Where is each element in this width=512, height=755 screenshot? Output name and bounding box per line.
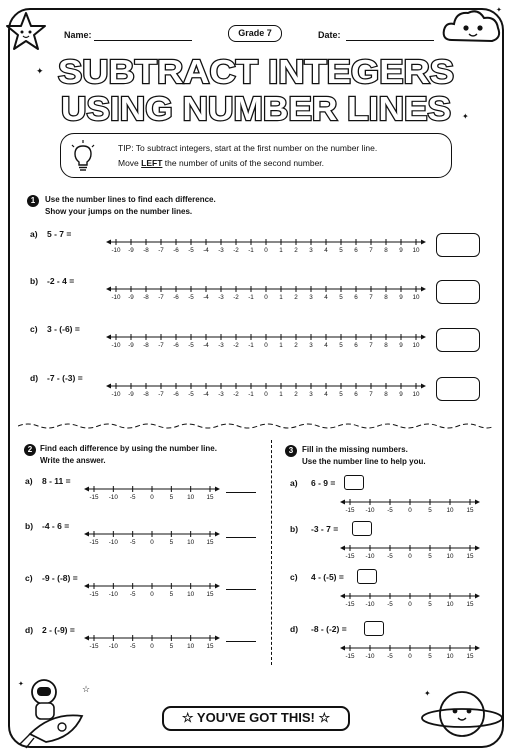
svg-text:✦: ✦ [496, 7, 502, 14]
page-title [30, 50, 482, 126]
missing-number-box[interactable] [364, 621, 384, 636]
lightbulb-icon [70, 140, 96, 172]
number-line[interactable] [340, 591, 480, 607]
title-line-2: USING NUMBER LINES [61, 90, 451, 126]
arrow-right-icon [475, 646, 480, 651]
tick-label: -15 [89, 591, 99, 597]
answer-box[interactable] [436, 377, 480, 401]
tick-label: -10 [108, 591, 118, 597]
answer-box[interactable] [436, 233, 480, 257]
tick-label: -8 [143, 247, 149, 253]
tick-label: -15 [89, 643, 99, 649]
tick-label: 3 [309, 294, 313, 300]
sparkle-icon: ✦ [462, 112, 469, 121]
arrow-left-icon [340, 594, 345, 599]
footer-text: YOU'VE GOT THIS! [196, 710, 315, 725]
planet-mascot-icon [418, 680, 506, 746]
tick-label: 6 [354, 342, 358, 348]
missing-number-box[interactable] [344, 475, 364, 490]
tick-label: 10 [412, 294, 420, 300]
sparkle-icon: ✦ [36, 66, 44, 76]
tick-label: -5 [129, 643, 136, 649]
tick-label: 5 [428, 553, 432, 559]
tick-label: 15 [206, 591, 214, 597]
tick-label: -8 [143, 391, 149, 397]
tick-label: -4 [203, 391, 209, 397]
answer-box[interactable] [436, 280, 480, 304]
tick-label: -10 [365, 653, 375, 659]
tick-label: 15 [206, 643, 214, 649]
problem-label: b) [30, 276, 39, 286]
star-icon: ☆ [314, 710, 331, 725]
tick-label: -9 [128, 391, 134, 397]
tick-label: -7 [158, 342, 164, 348]
tick-label: 9 [399, 342, 403, 348]
arrow-left-icon [340, 500, 345, 505]
tick-label: -10 [365, 601, 375, 607]
tick-label: -5 [129, 591, 136, 597]
arrow-left-icon [84, 636, 89, 641]
number-line[interactable] [106, 284, 426, 300]
tick-label: -4 [203, 247, 209, 253]
problem-expression: -8 - (-2) = [311, 624, 347, 634]
tick-label: -1 [248, 294, 254, 300]
cloud-mascot-icon [440, 4, 504, 52]
tick-label: -15 [345, 653, 355, 659]
problem-expression: 8 - 11 = [42, 476, 71, 486]
tick-label: -5 [387, 601, 393, 607]
problem-expression: 2 - (-9) = [42, 625, 75, 635]
tick-label: 15 [466, 507, 474, 513]
tick-label: 10 [446, 507, 454, 513]
arrow-left-icon [106, 240, 111, 245]
tick-label: -15 [345, 601, 355, 607]
tick-label: -5 [188, 342, 194, 348]
number-line[interactable] [106, 237, 426, 253]
tick-label: -4 [203, 342, 209, 348]
tick-label: 3 [309, 247, 313, 253]
tick-label: -3 [218, 247, 224, 253]
arrow-right-icon [215, 532, 220, 537]
tick-label: 15 [206, 494, 214, 500]
problem-label: d) [25, 625, 34, 635]
tick-label: 6 [354, 391, 358, 397]
tick-label: 5 [339, 294, 343, 300]
section-1-number: 1 [27, 195, 39, 207]
arrow-right-icon [475, 594, 480, 599]
tick-label: -2 [233, 294, 239, 300]
name-field[interactable] [94, 40, 192, 41]
tick-label: 1 [279, 391, 283, 397]
tick-label: 2 [294, 391, 298, 397]
tick-label: 10 [187, 643, 195, 649]
tick-label: 10 [187, 539, 195, 545]
tick-label: 1 [279, 342, 283, 348]
number-line[interactable] [340, 643, 480, 659]
tick-label: 5 [169, 643, 174, 649]
section-2-instructions: Find each difference by using the number line. Write the answer. [40, 444, 217, 465]
tick-label: 0 [264, 391, 268, 397]
tick-label: -10 [108, 643, 118, 649]
tick-label: 15 [466, 653, 474, 659]
column-divider [271, 440, 272, 665]
section-3-instructions: Fill in the missing numbers. Use the number line to help you. [302, 445, 426, 466]
number-line[interactable] [84, 484, 220, 500]
answer-line[interactable] [226, 589, 256, 590]
problem-expression: -2 - 4 = [47, 276, 75, 286]
tick-label: 10 [187, 591, 195, 597]
problem-expression: 5 - 7 = [47, 229, 72, 239]
tick-label: 10 [412, 342, 420, 348]
problem-label: c) [30, 324, 38, 334]
problem-expression: -7 - (-3) = [47, 373, 83, 383]
tick-label: 4 [324, 294, 328, 300]
tick-label: -5 [188, 247, 194, 253]
problem-label: c) [25, 573, 33, 583]
tick-label: 2 [294, 342, 298, 348]
tick-label: 6 [354, 247, 358, 253]
tick-label: -7 [158, 247, 164, 253]
tick-label: -1 [248, 247, 254, 253]
arrow-right-icon [215, 584, 220, 589]
tick-label: 3 [309, 391, 313, 397]
tick-label: -4 [203, 294, 209, 300]
tick-label: -3 [218, 391, 224, 397]
tick-label: -15 [345, 507, 355, 513]
arrow-left-icon [106, 335, 111, 340]
missing-number-box[interactable] [357, 569, 377, 584]
tick-label: 10 [446, 601, 454, 607]
tip-line-2: Move LEFT the number of units of the second number. [118, 158, 325, 168]
section-1-instructions: Use the number lines to find each difference. Show your jumps on the number lines. [45, 195, 216, 216]
tick-label: 0 [264, 247, 268, 253]
arrow-left-icon [84, 584, 89, 589]
tick-label: -2 [233, 391, 239, 397]
tick-label: -10 [108, 494, 118, 500]
tick-label: 5 [339, 342, 343, 348]
date-field[interactable] [346, 40, 434, 41]
tick-label: -10 [365, 553, 375, 559]
section-2-number: 2 [24, 444, 36, 456]
arrow-right-icon [215, 487, 220, 492]
title-line-1: SUBTRACT INTEGERS [58, 53, 454, 90]
number-line[interactable] [84, 529, 220, 545]
problem-expression: -3 - 7 = [311, 524, 339, 534]
tick-label: 2 [294, 294, 298, 300]
tick-label: 7 [369, 391, 373, 397]
tick-label: -3 [218, 342, 224, 348]
problem-label: d) [290, 624, 299, 634]
number-line[interactable] [340, 543, 480, 559]
section-3-number: 3 [285, 445, 297, 457]
star-icon: ☆ [181, 710, 197, 725]
arrow-left-icon [106, 384, 111, 389]
arrow-right-icon [421, 287, 426, 292]
tick-label: 10 [412, 247, 420, 253]
tick-label: 15 [466, 601, 474, 607]
tick-label: -1 [248, 342, 254, 348]
arrow-right-icon [475, 500, 480, 505]
tick-label: -5 [129, 539, 136, 545]
tick-label: 0 [408, 653, 412, 659]
arrow-left-icon [340, 546, 345, 551]
tick-label: -5 [387, 653, 393, 659]
tick-label: 10 [412, 391, 420, 397]
tick-label: -5 [387, 553, 393, 559]
tick-label: 0 [150, 494, 154, 500]
tick-label: 10 [446, 653, 454, 659]
tick-label: 9 [399, 247, 403, 253]
tick-label: 4 [324, 247, 328, 253]
tick-label: 8 [384, 294, 388, 300]
problem-expression: 4 - (-5) = [311, 572, 344, 582]
answer-line[interactable] [226, 641, 256, 642]
tick-label: 5 [169, 539, 174, 545]
tick-label: 1 [279, 294, 283, 300]
tick-label: 5 [428, 601, 432, 607]
tick-label: 8 [384, 247, 388, 253]
problem-label: b) [25, 521, 34, 531]
tick-label: 5 [428, 507, 432, 513]
tick-label: 7 [369, 342, 373, 348]
tick-label: 5 [428, 653, 432, 659]
tick-label: 0 [264, 342, 268, 348]
tick-label: 8 [384, 391, 388, 397]
tick-label: -5 [387, 507, 393, 513]
tick-label: 8 [384, 342, 388, 348]
tick-label: 0 [408, 507, 412, 513]
problem-label: a) [30, 229, 38, 239]
star-mascot-icon [4, 10, 48, 52]
tick-label: -9 [128, 342, 134, 348]
tick-label: -15 [89, 539, 99, 545]
number-line[interactable] [106, 332, 426, 348]
tick-label: -2 [233, 247, 239, 253]
tick-label: -10 [108, 539, 118, 545]
problem-expression: -9 - (-8) = [42, 573, 78, 583]
tick-label: 5 [169, 494, 174, 500]
tick-label: -9 [128, 294, 134, 300]
name-label: Name: [64, 30, 92, 40]
problem-expression: -4 - 6 = [42, 521, 70, 531]
arrow-right-icon [421, 240, 426, 245]
number-line[interactable] [340, 497, 480, 513]
tick-label: -7 [158, 391, 164, 397]
svg-text:✦: ✦ [424, 689, 431, 698]
problem-label: a) [25, 476, 33, 486]
tick-label: -10 [365, 507, 375, 513]
arrow-left-icon [84, 532, 89, 537]
number-line[interactable] [106, 381, 426, 397]
tick-label: -7 [158, 294, 164, 300]
problem-label: a) [290, 478, 298, 488]
arrow-left-icon [340, 646, 345, 651]
tick-label: 15 [466, 553, 474, 559]
tick-label: 7 [369, 247, 373, 253]
tick-label: -9 [128, 247, 134, 253]
problem-label: d) [30, 373, 39, 383]
tick-label: -6 [173, 247, 179, 253]
tick-label: -5 [188, 294, 194, 300]
grade-badge: Grade 7 [228, 25, 282, 42]
tick-label: 4 [324, 391, 328, 397]
svg-text:☆: ☆ [82, 684, 91, 694]
arrow-right-icon [421, 335, 426, 340]
number-line[interactable] [84, 633, 220, 649]
tick-label: 7 [369, 294, 373, 300]
tick-label: -10 [111, 342, 121, 348]
tick-label: 0 [408, 601, 412, 607]
tick-label: -10 [111, 294, 121, 300]
svg-text:✦: ✦ [18, 681, 24, 688]
tick-label: 0 [264, 294, 268, 300]
tick-label: -6 [173, 294, 179, 300]
answer-line[interactable] [226, 537, 256, 538]
tick-label: -3 [218, 294, 224, 300]
arrow-right-icon [475, 546, 480, 551]
tick-label: -10 [111, 391, 121, 397]
tick-label: -6 [173, 391, 179, 397]
tick-label: 0 [150, 591, 154, 597]
tick-label: 10 [446, 553, 454, 559]
tick-label: -15 [345, 553, 355, 559]
tick-label: 9 [399, 391, 403, 397]
tick-label: -5 [129, 494, 136, 500]
tick-label: 1 [279, 247, 283, 253]
tick-label: 4 [324, 342, 328, 348]
tick-label: -15 [89, 494, 99, 500]
answer-box[interactable] [436, 328, 480, 352]
tick-label: -6 [173, 342, 179, 348]
arrow-left-icon [106, 287, 111, 292]
tick-label: -8 [143, 294, 149, 300]
date-label: Date: [318, 30, 341, 40]
arrow-left-icon [84, 487, 89, 492]
tick-label: -10 [111, 247, 121, 253]
tick-label: 9 [399, 294, 403, 300]
missing-number-box[interactable] [352, 521, 372, 536]
tip-text [118, 141, 448, 171]
tick-label: 5 [339, 247, 343, 253]
answer-line[interactable] [226, 492, 256, 493]
tick-label: 6 [354, 294, 358, 300]
tick-label: 15 [206, 539, 214, 545]
tick-label: -2 [233, 342, 239, 348]
tick-label: 0 [150, 539, 154, 545]
problem-expression: 6 - 9 = [311, 478, 336, 488]
tip-line-1: TIP: To subtract integers, start at the first number on the number line. [118, 143, 378, 153]
tick-label: -5 [188, 391, 194, 397]
encouragement-banner [162, 706, 350, 731]
tick-label: 3 [309, 342, 313, 348]
tick-label: -1 [248, 391, 254, 397]
tick-label: -8 [143, 342, 149, 348]
problem-expression: 3 - (-6) = [47, 324, 80, 334]
astronaut-rocket-icon [12, 672, 92, 752]
tick-label: 5 [339, 391, 343, 397]
arrow-right-icon [421, 384, 426, 389]
tick-label: 0 [150, 643, 154, 649]
tick-label: 2 [294, 247, 298, 253]
tick-label: 10 [187, 494, 195, 500]
tick-label: 0 [408, 553, 412, 559]
section-divider [18, 422, 494, 430]
number-line[interactable] [84, 581, 220, 597]
tick-label: 5 [169, 591, 174, 597]
problem-label: b) [290, 524, 299, 534]
arrow-right-icon [215, 636, 220, 641]
problem-label: c) [290, 572, 298, 582]
